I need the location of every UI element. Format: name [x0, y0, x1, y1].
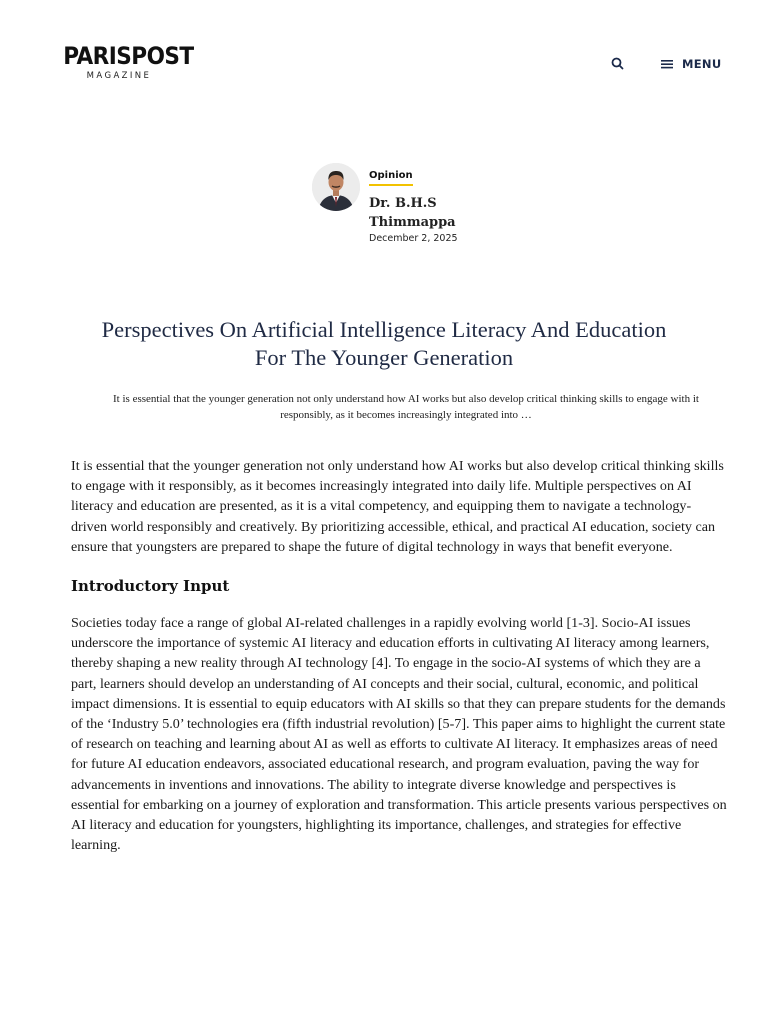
search-button[interactable]: [608, 54, 628, 74]
logo-subtitle: MAGAZINE: [86, 71, 152, 81]
publish-date: December 2, 2025: [369, 233, 458, 244]
hamburger-icon: [660, 58, 674, 70]
search-icon: [608, 54, 628, 74]
menu-label: MENU: [682, 57, 722, 71]
section-heading: Introductory Input: [71, 577, 230, 596]
byline-info: [369, 163, 519, 244]
menu-button[interactable]: [660, 54, 721, 74]
article-title: Perspectives On Artificial Intelligence Literacy And Education For The Younger Generation: [101, 317, 667, 370]
logo-wordmark: PARISPOST: [63, 42, 194, 70]
site-logo[interactable]: [57, 42, 194, 81]
author-avatar[interactable]: [312, 163, 360, 211]
article-excerpt: It is essential that the younger generation not only understand how AI works but also develop critical thinking skills to engage with it responsibly, as it becomes increasingly integrated into …: [113, 393, 699, 421]
site-header: [0, 0, 768, 120]
category-link[interactable]: Opinion: [369, 170, 413, 186]
body-paragraph: It is essential that the younger generation not only understand how AI works but also develop critical thinking skills to engage with it responsibly, as it becomes increasingly integrated into daily life. Multiple perspectives on AI literacy and education are presented, as it is a vital competency, and equipping them to navigate a technology-driven world responsibly and creatively. By prioritizing accessible, ethical, and practical AI education, society can ensure that youngsters are prepared to shape the future of digital technology in ways that benefit everyone.: [71, 458, 724, 555]
author-name-link[interactable]: Dr. B.H.S Thimmappa: [369, 196, 456, 230]
article-body: [71, 456, 727, 855]
body-paragraph: Societies today face a range of global AI-related challenges in a rapidly evolving world [1-3]. Socio-AI issues underscore the importance of systemic AI literacy and education efforts in cultivating AI literacy among learners, thereby shaping a new reality through AI technology [4]. To engage in the socio-AI systems of which they are a part, learners should develop an understanding of AI concepts and their social, cultural, economic, and political impact dimensions. It is essential to equip educators with AI skills so that they can prepare students for the demands of the ‘Industry 5.0’ technologies era (fifth industrial revolution) [5-7]. This paper aims to highlight the current state of research on teaching and learning about AI as well as efforts to cultivate AI literacy. It emphasizes areas of need for future AI education endeavors, associated educational research, and program evaluation, paving the way for advancements in inventions and innovations. The ability to integrate diverse knowledge and perspectives is essential for embarking on a journey of exploration and transformation. This article presents various perspectives on AI literacy and education for youngsters, highlighting its importance, challenges, and strategies for effective learning.: [71, 615, 727, 854]
author-portrait-icon: [312, 163, 360, 211]
article-byline: [312, 163, 512, 253]
